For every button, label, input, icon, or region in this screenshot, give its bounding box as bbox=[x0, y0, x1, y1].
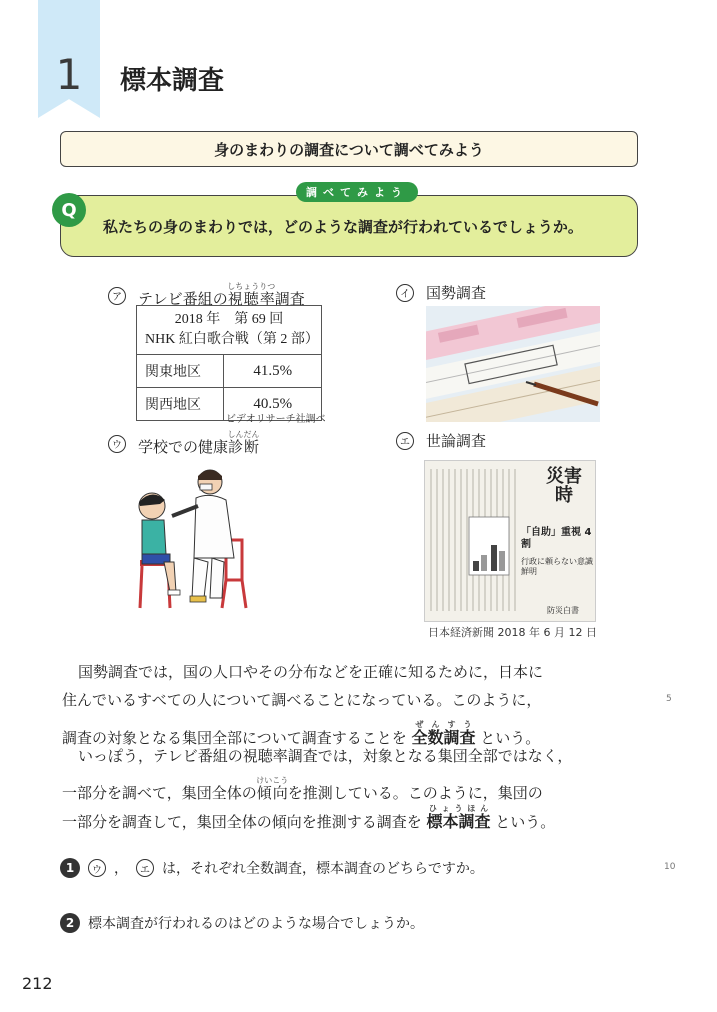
body-line-1: 国勢調査では，国の人口やその分布などを正確に知るために，日本に bbox=[78, 663, 544, 681]
body-line-5: 一部分を調べて，集団全体の傾向けいこうを推測している。このように，集団の bbox=[62, 776, 543, 802]
news-headline-main: 災害時 bbox=[546, 466, 582, 506]
question-2: 2 標本調査が行われるのはどのような場合でしょうか。 bbox=[60, 913, 424, 933]
news-headline-label: 防災白書 bbox=[547, 606, 579, 615]
item-d-title: エ 世論調査 bbox=[396, 430, 486, 451]
question-2-number: 2 bbox=[60, 913, 80, 933]
rating-table-wrap bbox=[136, 305, 322, 421]
item-b-title: イ 国勢調査 bbox=[396, 282, 486, 303]
body-line-4: いっぽう，テレビ番組の視聴率調査では，対象となる集団全部ではなく， bbox=[78, 747, 573, 765]
section-title: 標本調査 bbox=[120, 66, 225, 96]
item-d-marker: エ bbox=[396, 432, 414, 450]
margin-line-number: 10 bbox=[664, 862, 676, 872]
keyword-zensuu: 全数調査ぜんすう bbox=[411, 720, 476, 747]
margin-line-number: 5 bbox=[666, 694, 672, 704]
question-1: 1 ウ ， エ は，それぞれ全数調査，標本調査のどちらですか。 bbox=[60, 858, 484, 878]
keyword-hyouhon: 標本調査ひょうほん bbox=[426, 804, 491, 831]
item-a-source: ビデオリサーチ社調べ bbox=[226, 414, 326, 425]
item-a-title: ア テレビ番組の視聴率しちょうりつ調査 bbox=[108, 282, 305, 309]
question-badge: Q bbox=[52, 193, 86, 227]
item-d-source: 日本経済新聞 2018 年 6 月 12 日 bbox=[428, 626, 597, 639]
page-number: 212 bbox=[22, 974, 53, 993]
body-line-3: 調査の対象となる集団全部について調査することを 全数調査ぜんすう という。 bbox=[62, 720, 541, 747]
item-a-marker: ア bbox=[108, 287, 126, 305]
subtitle-box bbox=[60, 131, 638, 167]
news-headline-sub: 「自助」重視 4割 bbox=[521, 527, 592, 550]
rating-table bbox=[136, 305, 322, 421]
health-check-illustration bbox=[130, 462, 254, 610]
item-b-marker: イ bbox=[396, 284, 414, 302]
table-row: 関西地区 40.5% bbox=[137, 388, 322, 421]
question-1-number: 1 bbox=[60, 858, 80, 878]
table-row: 関東地区 41.5% bbox=[137, 355, 322, 388]
question-text: 私たちの身のまわりでは，どのような調査が行われているでしょうか。 bbox=[103, 218, 583, 236]
section-number: 1 bbox=[55, 50, 83, 99]
item-c-title: ウ 学校での健康診断しんだん bbox=[108, 430, 260, 457]
subtitle-text: 身のまわりの調査について調べてみよう bbox=[214, 140, 484, 159]
news-headline-note: 行政に頼らない意識鮮明 bbox=[521, 557, 593, 576]
census-form-photo bbox=[426, 306, 600, 422]
question-label: 調べてみよう bbox=[296, 182, 418, 202]
body-line-6: 一部分を調査して，集団全体の傾向を推測する調査を 標本調査ひょうほん という。 bbox=[62, 804, 556, 831]
newspaper-clipping bbox=[424, 460, 596, 622]
body-line-2: 住んでいるすべての人について調べることになっている。このように， bbox=[62, 691, 542, 709]
item-c-marker: ウ bbox=[108, 435, 126, 453]
rating-table-header: 2018 年 第 69 回 NHK 紅白歌合戦（第 2 部） bbox=[137, 306, 322, 355]
